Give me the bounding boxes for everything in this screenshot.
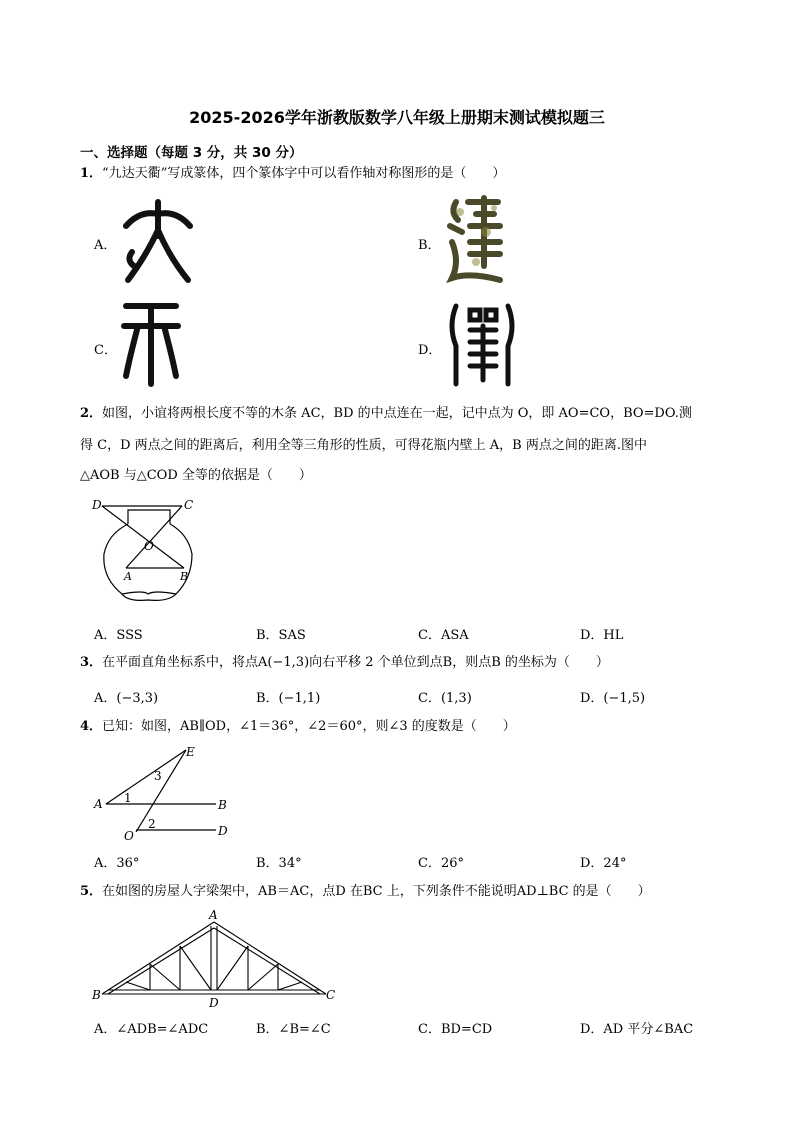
option-d: D．HL <box>580 628 624 643</box>
option-a: A．(−3,3) <box>94 691 159 706</box>
option-b: B．(−1,1) <box>256 691 321 706</box>
roof-truss-figure <box>90 908 340 1008</box>
question-2-line-3: △AOB 与△COD 全等的依据是（ ） <box>80 468 312 483</box>
question-3 <box>80 653 609 673</box>
option-a: A．∠ADB=∠ADC <box>94 1022 209 1037</box>
angle-3-label: 3 <box>154 769 162 783</box>
seal-glyph-qu-image <box>446 296 518 392</box>
question-number: 4． <box>80 719 103 734</box>
angle-2-label: 2 <box>148 817 156 831</box>
label-o: O <box>144 539 154 553</box>
seal-glyph-da-image <box>118 196 198 288</box>
question-4 <box>80 717 516 737</box>
question-2-line-2: 得 C，D 两点之间的距离后，利用全等三角形的性质，可得花瓶内壁上 A，B 两点之间的距离.图中 <box>80 438 647 453</box>
label-a: A <box>209 908 218 922</box>
option-c: C．(1,3) <box>418 691 472 706</box>
question-number: 1． <box>80 166 103 181</box>
label-d: D <box>209 996 219 1008</box>
option-b: B．34° <box>256 856 302 871</box>
label-o: O <box>124 829 134 843</box>
label-d: D <box>92 498 102 512</box>
option-b: B．∠B=∠C <box>256 1022 331 1037</box>
question-text: 在如图的房屋人字梁架中，AB＝AC，点D 在BC 上，下列条件不能说明AD⊥BC 的是（ ） <box>102 884 651 899</box>
angle-1-label: 1 <box>124 791 132 805</box>
vase-figure <box>88 494 204 614</box>
question-number: 3． <box>80 655 103 670</box>
seal-glyph-da2-image <box>440 192 510 288</box>
option-a: A．SSS <box>94 628 143 643</box>
question-5 <box>80 882 651 902</box>
seal-glyph-tian-image <box>118 296 184 392</box>
question-text: 如图，小谊将两根长度不等的木条 AC，BD 的中点连在一起，记中点为 O，即 AO=CO，BO=DO.测 <box>102 406 692 421</box>
question-text: 在平面直角坐标系中，将点A(−1,3)向右平移 2 个单位到点B，则点B 的坐标为（ ） <box>102 655 609 670</box>
option-d: D．AD 平分∠BAC <box>580 1022 694 1037</box>
label-b: B <box>92 988 101 1002</box>
question-number: 2． <box>80 406 103 421</box>
option-c: C．BD=CD <box>418 1022 493 1037</box>
option-a: A．36° <box>94 856 140 871</box>
option-d: D．(−1,5) <box>580 691 646 706</box>
option-c: C．26° <box>418 856 464 871</box>
question-1 <box>80 164 505 184</box>
label-a: A <box>124 570 132 583</box>
label-e: E <box>186 745 195 759</box>
label-c: C <box>326 988 336 1002</box>
option-b-label: B． <box>418 238 441 253</box>
section-heading: 一、选择题（每题 3 分，共 30 分） <box>80 145 303 161</box>
label-d: D <box>218 824 228 838</box>
label-c: C <box>184 498 194 512</box>
question-text: “九达天衢”写成篆体，四个篆体字中可以看作轴对称图形的是（ ） <box>102 166 506 181</box>
question-number: 5． <box>80 884 103 899</box>
option-a-label: A． <box>94 238 117 253</box>
option-d: D．24° <box>580 856 627 871</box>
question-text: 已知：如图，AB∥OD，∠1＝36°，∠2＝60°，则∠3 的度数是（ ） <box>102 719 516 734</box>
label-b: B <box>218 798 227 812</box>
parallel-lines-figure <box>90 742 250 846</box>
label-a: A <box>94 797 103 811</box>
option-b: B．SAS <box>256 628 306 643</box>
option-c-label: C． <box>94 343 117 358</box>
option-d-label: D． <box>418 343 442 358</box>
page-title: 2025-2026学年浙教版数学八年级上册期末测试模拟题三 <box>189 108 605 127</box>
label-b: B <box>180 570 189 583</box>
option-c: C．ASA <box>418 628 469 643</box>
question-2-line-1 <box>80 404 692 424</box>
